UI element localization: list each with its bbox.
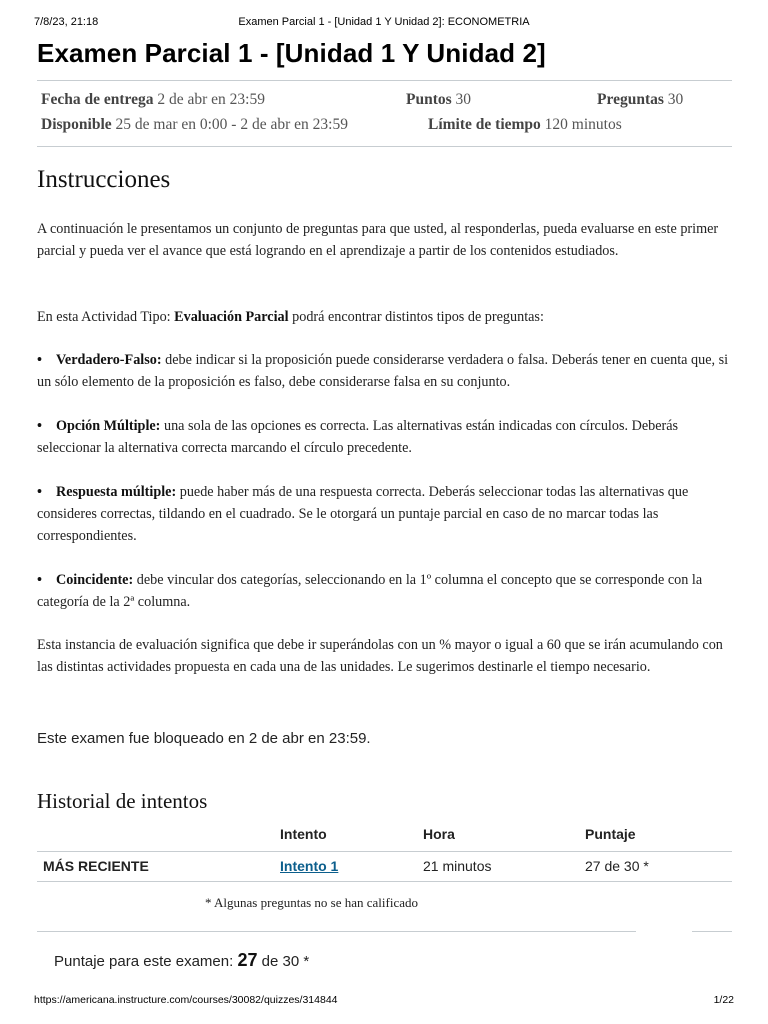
time-limit-value: 120 minutos — [544, 116, 622, 133]
activity-type-line — [37, 306, 737, 328]
bullet-true-false — [37, 349, 737, 393]
print-page-number: 1/22 — [713, 994, 734, 1006]
questions-value: 30 — [667, 91, 684, 108]
row-label: MÁS RECIENTE — [37, 851, 274, 881]
due-date-value: 2 de abr en 23:59 — [157, 91, 265, 108]
due-date-label: Fecha de entrega — [41, 91, 154, 108]
score-suffix: de 30 * — [257, 953, 310, 970]
page-title: Examen Parcial 1 - [Unidad 1 Y Unidad 2] — [37, 38, 546, 68]
print-document-title: Examen Parcial 1 - [Unidad 1 Y Unidad 2]: ECONOMETRIA — [238, 16, 530, 28]
print-url: https://americana.instructure.com/courses/30082/quizzes/314844 — [34, 994, 338, 1006]
bullet-text: debe indicar si la proposición puede considerarse verdadera o falsa. Deberás tener en cuenta que, si un sólo elemento de la proposición es falso, debe considerarse falsa en su conjunto. — [37, 352, 729, 390]
bullet-term: Verdadero-Falso: — [55, 352, 162, 368]
table-row — [37, 851, 732, 881]
divider — [37, 80, 732, 81]
bullet-text: puede haber más de una respuesta correcta. Deberás seleccionar todas las alternativas que consideres correctas, tildando en el cuadrado. Se le otorgará un puntaje parcial en caso de no marcar todas las correspondientes. — [37, 484, 689, 544]
ungraded-footnote: * Algunas preguntas no se han calificado — [205, 895, 418, 910]
points — [406, 91, 471, 109]
instructions-heading: Instrucciones — [37, 166, 171, 193]
column-header-blank — [37, 818, 274, 851]
bullet-multiple-answer — [37, 481, 737, 547]
bullet-matching — [37, 569, 737, 613]
score-cell: 27 de 30 * — [579, 851, 732, 881]
table-header-row — [37, 818, 732, 851]
time-cell: 21 minutos — [417, 851, 579, 881]
points-label: Puntos — [406, 91, 452, 108]
divider — [37, 931, 636, 932]
divider — [37, 146, 732, 147]
divider — [692, 931, 732, 932]
bullet-mark: • — [37, 352, 42, 368]
bullet-text: una sola de las opciones es correcta. Las alternativas están indicadas con círculos. Deberás seleccionar la alternativa correcta marcando el círculo precedente. — [37, 418, 679, 456]
column-header-attempt: Intento — [280, 826, 327, 843]
attempt-link[interactable]: Intento 1 — [280, 858, 339, 874]
quiz-score — [54, 950, 309, 971]
questions — [597, 91, 683, 109]
time-limit-label: Límite de tiempo — [428, 116, 541, 133]
attempt-history-table — [37, 818, 732, 882]
bullet-mark: • — [37, 418, 42, 434]
history-heading: Historial de intentos — [37, 789, 208, 813]
bullet-multiple-choice — [37, 415, 737, 459]
activity-prefix: En esta Actividad Tipo: — [37, 309, 175, 325]
availability-label: Disponible — [41, 116, 112, 133]
column-header-time: Hora — [423, 826, 455, 843]
instructions-intro: A continuación le presentamos un conjunto de preguntas para que usted, al responderlas, pueda evaluarse en este primer parcial y pueda ver el avance que está logrando en el aprendizaje a partir de los contenidos estudiados. — [37, 221, 719, 259]
column-header-score: Puntaje — [585, 826, 636, 843]
bullet-term: Opción Múltiple: — [55, 418, 161, 434]
bullet-term: Coincidente: — [55, 572, 134, 588]
points-value: 30 — [455, 91, 472, 108]
score-prefix: Puntaje para este examen: — [54, 953, 238, 970]
print-header — [0, 16, 768, 30]
bullet-mark: • — [37, 572, 42, 588]
instructions-closing: Esta instancia de evaluación significa que debe ir superándolas con un % mayor o igual a 60 que se irán acumulando con las distintas actividades propuesta en cada una de las unidades. Le sugerimos destinarle el tiempo necesario. — [37, 637, 723, 675]
time-limit — [428, 116, 622, 134]
print-date: 7/8/23, 21:18 — [34, 16, 99, 28]
bullet-mark: • — [37, 484, 42, 500]
activity-type: Evaluación Parcial — [174, 309, 289, 325]
bullet-text: debe vincular dos categorías, seleccionando en la 1º columna el concepto que se corresponde con la categoría de la 2ª columna. — [37, 572, 703, 610]
bullet-term: Respuesta múltiple: — [55, 484, 177, 500]
due-date — [41, 91, 265, 109]
locked-notice: Este examen fue bloqueado en 2 de abr en 23:59. — [37, 730, 371, 747]
availability — [41, 116, 348, 134]
availability-value: 25 de mar en 0:00 - 2 de abr en 23:59 — [115, 116, 348, 133]
questions-label: Preguntas — [597, 91, 664, 108]
score-value: 27 — [237, 950, 258, 970]
attempt-cell — [274, 851, 417, 881]
activity-suffix: podrá encontrar distintos tipos de preguntas: — [288, 309, 544, 325]
